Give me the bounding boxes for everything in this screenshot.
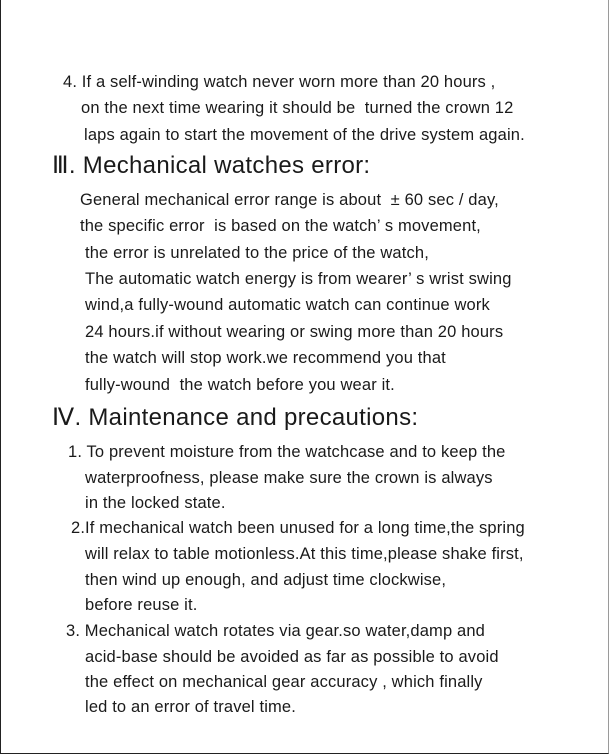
section-4-item-2-line-4: before reuse it. [85, 596, 198, 614]
section-4-item-2-line-1: 2.If mechanical watch been unused for a long time,the spring [71, 519, 525, 537]
section-3-line-8: fully-wound the watch before you wear it. [85, 376, 395, 394]
section-4-item-3-line-4: led to an error of travel time. [85, 698, 296, 716]
section-3-line-7: the watch will stop work.we recommend you that [85, 349, 446, 367]
section-4-item-3-line-2: acid-base should be avoided as far as possible to avoid [85, 648, 499, 666]
section-3-heading: Ⅲ. Mechanical watches error: [52, 152, 371, 179]
section-3-line-1: General mechanical error range is about ± 60 sec / day, [80, 191, 499, 209]
section-4-item-3-line-3: the effect on mechanical gear accuracy , which finally [85, 673, 483, 691]
section-4-item-3-line-1: 3. Mechanical watch rotates via gear.so water,damp and [66, 622, 485, 640]
item-4-line-3: laps again to start the movement of the drive system again. [84, 126, 525, 144]
item-4-line-2: on the next time wearing it should be turned the crown 12 [81, 99, 514, 117]
section-4-item-1-line-1: 1. To prevent moisture from the watchcase and to keep the [68, 443, 506, 461]
item-4-line-1: 4. If a self-winding watch never worn more than 20 hours , [63, 73, 496, 91]
section-4-item-1-line-2: waterproofness, please make sure the crown is always [85, 469, 493, 487]
section-3-line-6: 24 hours.if without wearing or swing more than 20 hours [85, 323, 504, 341]
section-3-line-4: The automatic watch energy is from wearer’ s wrist swing [85, 270, 512, 288]
section-3-line-5: wind,a fully-wound automatic watch can continue work [85, 296, 490, 314]
section-4-item-2-line-2: will relax to table motionless.At this time,please shake first, [85, 545, 524, 563]
section-4-heading: Ⅳ. Maintenance and precautions: [52, 404, 419, 431]
section-4-item-1-line-3: in the locked state. [85, 494, 226, 512]
section-3-line-3: the error is unrelated to the price of the watch, [85, 244, 429, 262]
section-4-item-2-line-3: then wind up enough, and adjust time clockwise, [85, 571, 447, 589]
section-3-line-2: the specific error is based on the watch’ s movement, [80, 217, 481, 235]
